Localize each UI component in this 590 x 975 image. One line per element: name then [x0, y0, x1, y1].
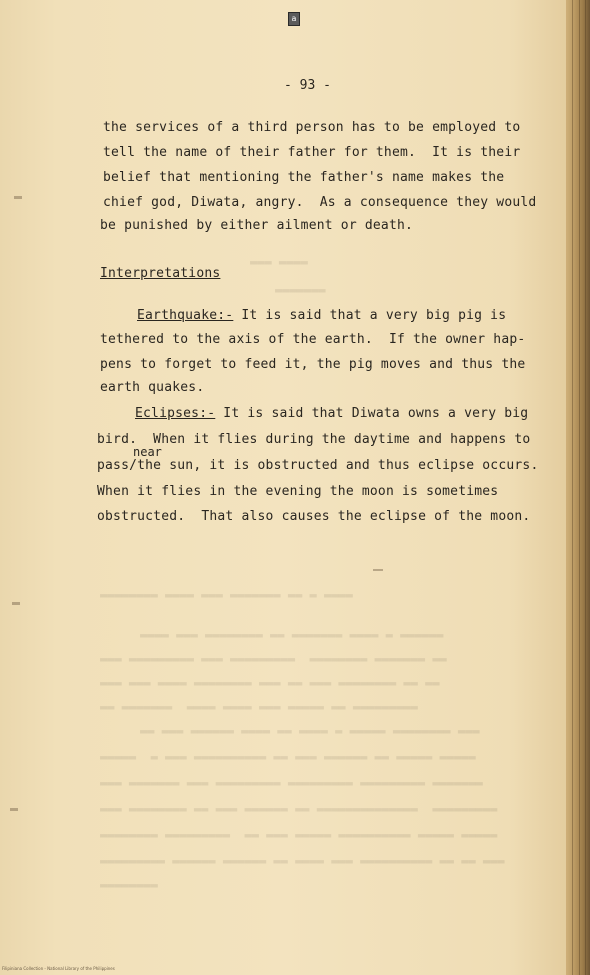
- body-text-fragment: It is said that a very big pig is: [233, 308, 507, 323]
- body-text-line: pass/the sun, it is obstructed and thus eclipse occurs.: [97, 458, 539, 473]
- handwritten-insertion: near: [133, 445, 162, 459]
- body-text-line: tethered to the axis of the earth. If the owner hap-: [100, 332, 526, 347]
- edge-mark: [12, 602, 20, 605]
- earthquake-label: Earthquake:-: [137, 308, 234, 323]
- body-text-line: chief god, Diwata, angry. As a consequence they would: [103, 195, 537, 210]
- body-text-line: be punished by either ailment or death.: [100, 218, 414, 233]
- book-binding: [566, 0, 590, 975]
- body-text-line: belief that mentioning the father's name makes the: [103, 170, 505, 185]
- edge-mark: [10, 808, 18, 811]
- page-number: - 93 -: [284, 78, 331, 93]
- body-text-fragment: It is said that Diwata owns a very big: [215, 406, 529, 421]
- edge-mark: [14, 196, 22, 199]
- ink-mark: [373, 569, 383, 571]
- body-text-line: bird. When it flies during the daytime and happens to: [97, 432, 531, 447]
- library-stamp: a: [288, 12, 300, 26]
- body-text-line: tell the name of their father for them. It is their: [103, 145, 521, 160]
- body-text-line: obstructed. That also causes the eclipse of the moon.: [97, 509, 531, 524]
- section-heading: Interpretations: [100, 266, 221, 281]
- footer-credit: Filipiniana Collection - National Library of the Philippines: [2, 966, 115, 971]
- eclipses-paragraph-first-line: [135, 406, 528, 421]
- body-text-line: When it flies in the evening the moon is sometimes: [97, 484, 499, 499]
- eclipses-label: Eclipses:-: [135, 406, 216, 421]
- body-text-line: earth quakes.: [100, 380, 205, 395]
- body-text-line: the services of a third person has to be employed to: [103, 120, 521, 135]
- body-text-line: pens to forget to feed it, the pig moves and thus the: [100, 357, 526, 372]
- earthquake-paragraph-first-line: [137, 308, 506, 323]
